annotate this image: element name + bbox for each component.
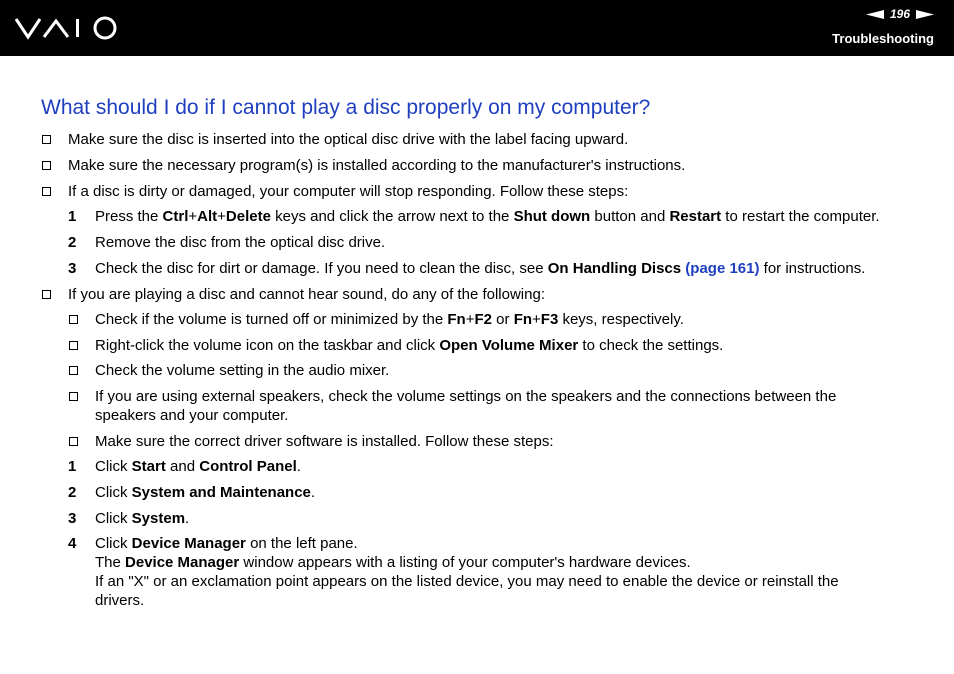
page-number: 196 (889, 7, 910, 21)
page-navigation (866, 7, 934, 21)
checkbox-bullet-icon (69, 437, 78, 446)
checkbox-bullet-icon (69, 366, 78, 375)
next-page-icon[interactable] (916, 10, 934, 19)
step-number: 2 (68, 484, 77, 501)
checkbox-bullet-icon (69, 341, 78, 350)
list-item-text: Make sure the disc is inserted into the optical disc drive with the label facing upward. (68, 131, 629, 148)
page-title: What should I do if I cannot play a disc properly on my computer? (41, 96, 651, 119)
step-continuation: The Device Manager window appears with a listing of your computer's hardware devices. (95, 554, 691, 571)
step-number: 4 (68, 535, 77, 552)
list-item-text: Check the volume setting in the audio mixer. (95, 362, 390, 379)
step-number: 3 (68, 260, 77, 277)
step-continuation: If an "X" or an exclamation point appears on the listed device, you may need to enable the device or reinstall the (95, 573, 839, 590)
step-text: Click Start and Control Panel. (95, 458, 301, 475)
checkbox-bullet-icon (42, 161, 51, 170)
step-continuation: drivers. (95, 592, 145, 609)
checkbox-bullet-icon (69, 315, 78, 324)
page-header (0, 0, 954, 56)
list-item-text: Make sure the correct driver software is installed. Follow these steps: (95, 433, 554, 450)
step-number: 1 (68, 208, 77, 225)
page-161-link[interactable]: (page 161) (685, 260, 760, 277)
list-item-text: Make sure the necessary program(s) is installed according to the manufacturer's instructions. (68, 157, 686, 174)
list-item-text: Right-click the volume icon on the taskbar and click Open Volume Mixer to check the settings. (95, 337, 724, 354)
step-text: Click Device Manager on the left pane. (95, 535, 358, 552)
list-item-continuation: speakers and your computer. (95, 407, 289, 424)
step-text: Check the disc for dirt or damage. If you need to clean the disc, see On Handling Discs (page 161) for instructions. (95, 260, 866, 277)
step-text: Click System. (95, 510, 190, 527)
step-number: 2 (68, 234, 77, 251)
list-item-text: If you are using external speakers, check the volume settings on the speakers and the connections between the (95, 388, 837, 405)
checkbox-bullet-icon (42, 290, 51, 299)
list-item-text: Check if the volume is turned off or minimized by the Fn+F2 or Fn+F3 keys, respectively. (95, 311, 684, 328)
checkbox-bullet-icon (69, 392, 78, 401)
previous-page-icon[interactable] (866, 10, 884, 19)
vaio-logo (14, 15, 120, 41)
section-label: Troubleshooting (832, 31, 934, 46)
step-number: 1 (68, 458, 77, 475)
checkbox-bullet-icon (42, 187, 51, 196)
step-number: 3 (68, 510, 77, 527)
step-text: Press the Ctrl+Alt+Delete keys and click the arrow next to the Shut down button and Restart to restart the computer. (95, 208, 880, 225)
checkbox-bullet-icon (42, 135, 51, 144)
step-text: Click System and Maintenance. (95, 484, 316, 501)
step-text: Remove the disc from the optical disc drive. (95, 234, 386, 251)
list-item-text: If you are playing a disc and cannot hear sound, do any of the following: (68, 286, 545, 303)
list-item-text: If a disc is dirty or damaged, your computer will stop responding. Follow these steps: (68, 183, 629, 200)
